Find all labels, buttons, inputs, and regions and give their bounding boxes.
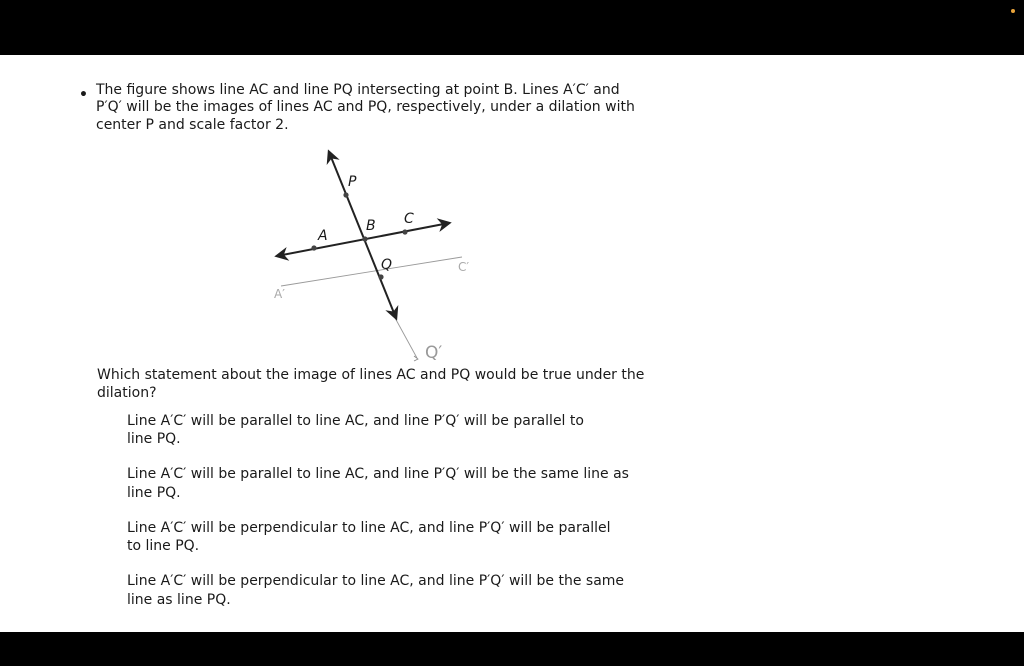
label-q-prime: Q′ [425, 343, 443, 363]
option-4-line-1: Line A′C′ will be perpendicular to line AC, and line P′Q′ will be the same [127, 573, 625, 589]
label-a: A [318, 228, 328, 244]
option-4-line-2: line as line PQ. [127, 592, 231, 608]
label-c-prime: C′ [458, 260, 470, 274]
label-q: Q [381, 257, 393, 273]
label-p: P [348, 174, 357, 190]
label-a-prime: A′ [274, 287, 285, 301]
option-2-line-1: Line A′C′ will be parallel to line AC, and line P′Q′ will be the same line as [127, 466, 629, 482]
point-b [362, 236, 367, 241]
intro-line-3: center P and scale factor 2. [96, 117, 289, 133]
intro-line-1: The figure shows line AC and line PQ intersecting at point B. Lines A′C′ and [96, 82, 620, 98]
point-a [311, 245, 316, 250]
line-p-prime-q-prime-extension [394, 316, 417, 358]
bullet: • [79, 87, 88, 103]
option-2-line-2: line PQ. [127, 485, 181, 501]
point-p [343, 192, 348, 197]
option-3-line-2: to line PQ. [127, 538, 200, 554]
bottom-black-bar [0, 632, 1024, 666]
label-b: B [366, 218, 376, 234]
option-3-line-1: Line A′C′ will be perpendicular to line AC, and line P′Q′ will be parallel [127, 520, 611, 536]
option-1-line-2: line PQ. [127, 431, 181, 447]
prompt-line-1: Which statement about the image of lines AC and PQ would be true under the [97, 367, 645, 383]
option-1-line-1: Line A′C′ will be parallel to line AC, and line P′Q′ will be parallel to [127, 413, 584, 429]
point-c [402, 229, 407, 234]
point-q [378, 274, 383, 279]
label-c: C [404, 211, 414, 227]
line-a-prime-c-prime [281, 257, 462, 286]
prompt-line-2: dilation? [97, 385, 157, 401]
intro-line-2: P′Q′ will be the images of lines AC and PQ, respectively, under a dilation with [96, 99, 635, 115]
